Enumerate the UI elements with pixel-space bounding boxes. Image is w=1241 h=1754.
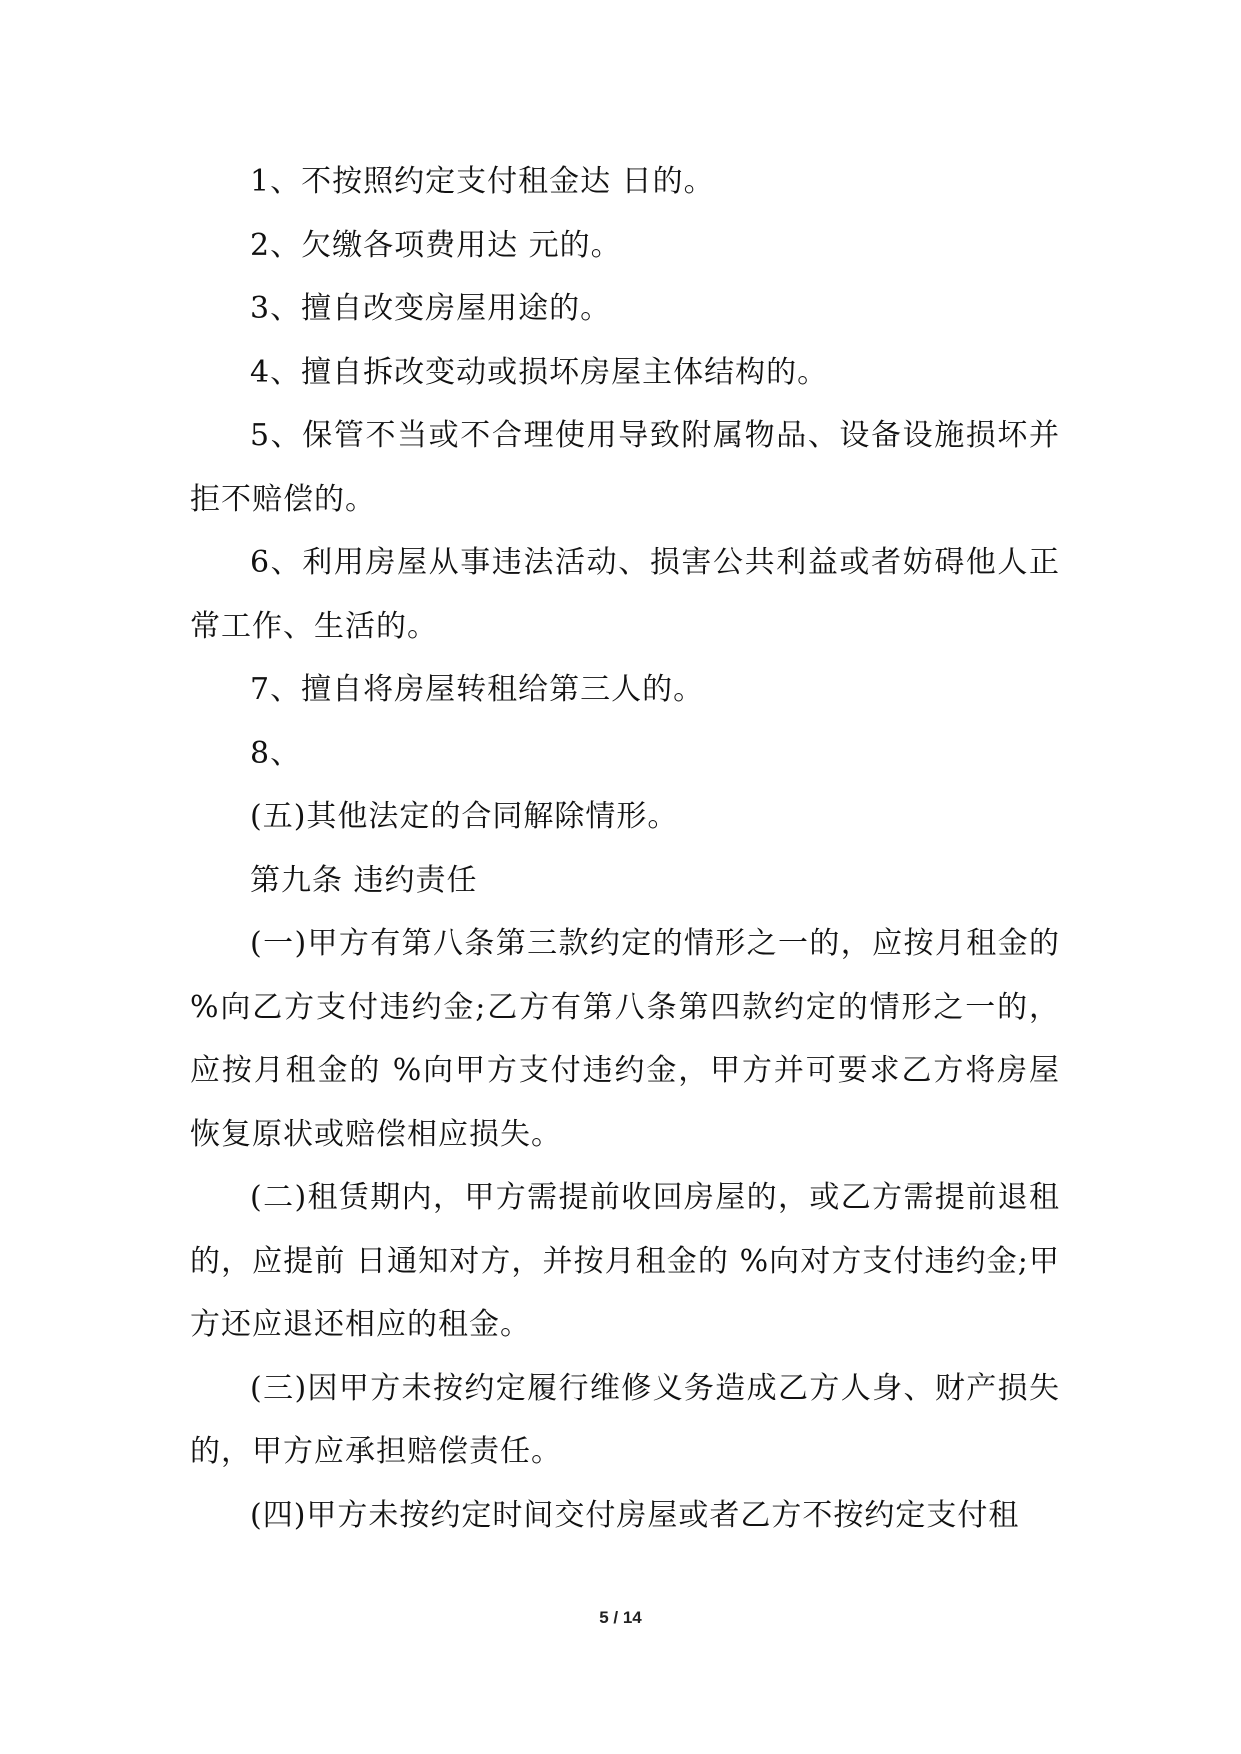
document-body bbox=[190, 150, 1060, 1547]
paragraph-liability-4: (四)甲方未按约定时间交付房屋或者乙方不按约定支付租 bbox=[250, 1497, 1020, 1533]
paragraph-item-5: 5、保管不当或不合理使用导致附属物品、设备设施损坏并拒不赔偿的。 bbox=[190, 418, 1060, 517]
paragraph-item-3: 3、擅自改变房屋用途的。 bbox=[250, 291, 612, 326]
paragraph-item-7: 7、擅自将房屋转租给第三人的。 bbox=[250, 672, 705, 707]
paragraph-item-8: 8、 bbox=[250, 735, 302, 771]
paragraph-item-1: 1、不按照约定支付租金达 日的。 bbox=[250, 164, 715, 199]
article-heading: 第九条 违约责任 bbox=[250, 862, 478, 898]
paragraph-liability-2: (二)租赁期内，甲方需提前收回房屋的，或乙方需提前退租的，应提前 日通知对方，并按月租金的 %向对方支付违约金;甲方还应退还相应的租金。 bbox=[190, 1180, 1060, 1342]
paragraph-item-4: 4、擅自拆改变动或损坏房屋主体结构的。 bbox=[250, 354, 829, 390]
paragraph-item-2: 2、欠缴各项费用达 元的。 bbox=[250, 227, 622, 263]
paragraph-item-6: 6、利用房屋从事违法活动、损害公共利益或者妨碍他人正常工作、生活的。 bbox=[190, 545, 1060, 644]
paragraph-liability-3: (三)因甲方未按约定履行维修义务造成乙方人身、财产损失的，甲方应承担赔偿责任。 bbox=[190, 1370, 1060, 1469]
paragraph-liability-1: (一)甲方有第八条第三款约定的情形之一的，应按月租金的 %向乙方支付违约金;乙方有第八条第四款约定的情形之一的，应按月租金的 %向甲方支付违约金，甲方并可要求乙方将房屋恢复原状或赔偿相应损失。 bbox=[190, 926, 1060, 1152]
paragraph-clause-5: (五)其他法定的合同解除情形。 bbox=[250, 799, 679, 834]
page-number: 5 / 14 bbox=[599, 1608, 642, 1627]
